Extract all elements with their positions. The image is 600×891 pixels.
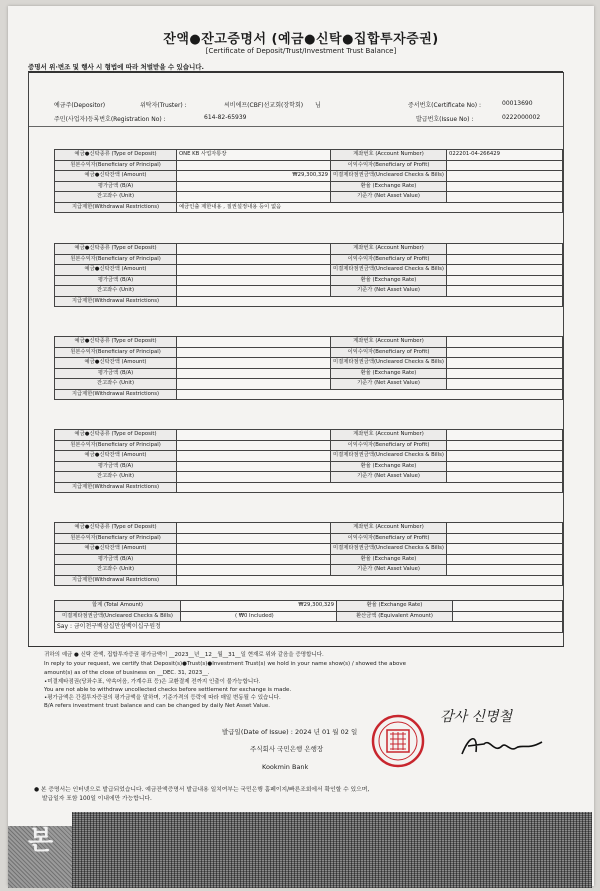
exchange-rate-label: 환율 (Exchange Rate) <box>331 368 447 379</box>
nav-label: 기준가 (Net Asset Value) <box>331 565 447 576</box>
type-value <box>177 244 331 255</box>
withdrawal-value <box>177 389 563 400</box>
ba-value <box>177 461 331 472</box>
note-ba-korean: •평가금액은 간접투자증권의 평가금액을 말하며, 기준가격의 등락에 따라 매일 변동될 수 있습니다. <box>44 695 281 701</box>
beneficiary-profit-label: 이익수익자(Beneficiary of Profit) <box>331 440 447 451</box>
account-no-label: 계좌번호 (Account Number) <box>331 244 447 255</box>
divider <box>28 126 563 127</box>
ba-label: 평가금액 (B/A) <box>55 275 177 286</box>
divider <box>28 646 564 647</box>
type-label: 예금●신탁종류 (Type of Deposit) <box>55 150 177 161</box>
nav-label: 기준가 (Net Asset Value) <box>331 286 447 297</box>
account-no-value <box>447 244 563 255</box>
auditor-signature <box>438 706 568 766</box>
nav-value <box>447 286 563 297</box>
total-value: ₩29,300,329 <box>181 601 337 612</box>
beneficiary-label: 원본수익자(Beneficiary of Principal) <box>55 440 177 451</box>
footnote-line-1: ● 본 증명서는 인터넷으로 발급되었습니다. 예금잔액증명서 발급내용 일치여부는 국민은행 홈페이지/빠른조회에서 확인할 수 있으며, <box>34 787 370 793</box>
signature-text: 감사 신명철 <box>440 709 513 725</box>
registration-label: 주민(사업자)등록번호(Registration No) : <box>54 116 166 123</box>
unit-value <box>177 379 331 390</box>
unit-label: 잔고좌수 (Unit) <box>55 286 177 297</box>
withdrawal-value <box>177 296 563 307</box>
beneficiary-label: 원본수익자(Beneficiary of Principal) <box>55 533 177 544</box>
exchange-rate-label: 환율 (Exchange Rate) <box>331 181 447 192</box>
ba-value <box>177 275 331 286</box>
beneficiary-value <box>177 160 331 171</box>
footnote <box>34 786 369 804</box>
type-value <box>177 430 331 441</box>
amount-label: 예금●신탁잔액 (Amount) <box>55 451 177 462</box>
uncleared-label: 미결제타점권금액(Uncleared Checks & Bills) <box>331 358 447 369</box>
bank-korean: 주식회사 국민은행 은행장 <box>250 745 324 753</box>
unit-value <box>177 565 331 576</box>
uncleared-label: 미결제타점권금액(Uncleared Checks & Bills) <box>331 544 447 555</box>
registration-no: 614-82-65939 <box>204 114 247 121</box>
account-no-value <box>447 523 563 534</box>
unit-label: 잔고좌수 (Unit) <box>55 379 177 390</box>
withdrawal-label: 지급제한(Withdrawal Restrictions) <box>55 482 177 493</box>
account-no-label: 계좌번호 (Account Number) <box>331 150 447 161</box>
account-no-value <box>447 430 563 441</box>
beneficiary-label: 원본수익자(Beneficiary of Principal) <box>55 347 177 358</box>
amount-value <box>177 451 331 462</box>
account-no-label: 계좌번호 (Account Number) <box>331 523 447 534</box>
ba-value <box>177 554 331 565</box>
beneficiary-profit-value <box>447 160 563 171</box>
beneficiary-profit-label: 이익수익자(Beneficiary of Profit) <box>331 533 447 544</box>
uncleared-label: 미결제타점권금액(Uncleared Checks & Bills) <box>331 171 447 182</box>
beneficiary-label: 원본수익자(Beneficiary of Principal) <box>55 254 177 265</box>
type-label: 예금●신탁종류 (Type of Deposit) <box>55 244 177 255</box>
say-amount: Say : 금이천구백삼십만삼백이십구원정 <box>55 622 563 633</box>
ba-label: 평가금액 (B/A) <box>55 461 177 472</box>
signature-scribble-icon <box>458 730 548 760</box>
withdrawal-value <box>177 482 563 493</box>
ba-label: 평가금액 (B/A) <box>55 181 177 192</box>
exchange-rate-value <box>447 275 563 286</box>
certify-korean: 귀하의 예금 ● 신탁 잔액, 집합투자증권 평가금액이 __2023__년__12__월__31__일 현재로 위와 같음을 증명합니다. <box>44 652 324 658</box>
nav-label: 기준가 (Net Asset Value) <box>331 192 447 203</box>
uncleared-label: 미결제타점권금액(Uncleared Checks & Bills) <box>331 265 447 276</box>
unit-label: 잔고좌수 (Unit) <box>55 472 177 483</box>
amount-label: 예금●신탁잔액 (Amount) <box>55 265 177 276</box>
withdrawal-label: 지급제한(Withdrawal Restrictions) <box>55 389 177 400</box>
nav-label: 기준가 (Net Asset Value) <box>331 379 447 390</box>
amount-value <box>177 358 331 369</box>
total-exchange-label: 환율 (Exchange Rate) <box>337 601 453 612</box>
nav-value <box>447 472 563 483</box>
certificate-paper <box>8 6 594 886</box>
issue-date-label: 발급일(Date of Issue) : <box>222 728 293 736</box>
beneficiary-value <box>177 533 331 544</box>
beneficiary-value <box>177 254 331 265</box>
withdrawal-value <box>177 575 563 586</box>
unit-value <box>177 472 331 483</box>
watermark: 본 <box>28 826 54 856</box>
ba-value <box>177 181 331 192</box>
frame-right <box>563 72 564 646</box>
beneficiary-value <box>177 440 331 451</box>
equivalent-label: 환산금액 (Equivalent Amount) <box>337 611 453 622</box>
uncleared-value <box>447 544 563 555</box>
deposit-block-4 <box>54 429 563 493</box>
uncleared-value <box>447 265 563 276</box>
nav-value <box>447 192 563 203</box>
exchange-rate-value <box>447 554 563 565</box>
ba-value <box>177 368 331 379</box>
exchange-rate-value <box>447 368 563 379</box>
uncleared-label: 미결제타점권금액(Uncleared Checks & Bills) <box>331 451 447 462</box>
beneficiary-profit-value <box>447 440 563 451</box>
footnote-line-2: 발급일자 포함 100일 이내에만 가능합니다. <box>42 796 152 802</box>
certify-english-2: amount(s) as of the close of business on __DEC. 31, 2023__. <box>44 670 210 676</box>
type-label: 예금●신탁종류 (Type of Deposit) <box>55 337 177 348</box>
frame-left <box>28 72 29 646</box>
withdrawal-label: 지급제한(Withdrawal Restrictions) <box>55 296 177 307</box>
beneficiary-profit-value <box>447 254 563 265</box>
scan-noise <box>72 812 592 888</box>
amount-label: 예금●신탁잔액 (Amount) <box>55 544 177 555</box>
type-label: 예금●신탁종류 (Type of Deposit) <box>55 523 177 534</box>
total-label: 합계 (Total Amount) <box>55 601 181 612</box>
amount-value <box>177 544 331 555</box>
forgery-notice: 증명서 위·변조 및 행사 시 형법에 따라 처벌받을 수 있습니다. <box>28 63 205 71</box>
certificate-no-label: 증서번호(Certificate No) : <box>408 102 482 109</box>
total-table <box>54 600 563 633</box>
amount-label: 예금●신탁잔액 (Amount) <box>55 358 177 369</box>
type-value <box>177 337 331 348</box>
document-subtitle: [Certificate of Deposit/Trust/Investment Trust Balance] <box>205 47 397 55</box>
unit-value <box>177 286 331 297</box>
beneficiary-profit-label: 이익수익자(Beneficiary of Profit) <box>331 160 447 171</box>
document-title: 잔액●잔고증명서 (예금●신탁●집합투자증권) <box>163 32 439 47</box>
issue-date <box>222 727 357 736</box>
bank-seal-icon <box>371 714 425 768</box>
uncleared-value <box>447 451 563 462</box>
beneficiary-profit-value <box>447 533 563 544</box>
issue-date-value: 2024 년 01 월 02 일 <box>295 728 358 736</box>
note-uncleared-korean: •미결제타점권(당좌수표, 약속어음, 가계수표 등)은 교환결제 전까지 인출이 불가능합니다. <box>44 679 261 685</box>
depositor-label: 예금주(Depositor) <box>54 102 106 109</box>
exchange-rate-value <box>447 461 563 472</box>
uncleared-value <box>447 171 563 182</box>
exchange-rate-value <box>447 181 563 192</box>
exchange-rate-label: 환율 (Exchange Rate) <box>331 554 447 565</box>
unit-value <box>177 192 331 203</box>
divider <box>28 71 563 73</box>
note-uncleared-english: You are not able to withdraw uncollected checks before settlement for exchange is made. <box>44 687 292 693</box>
truster-label: 위탁자(Truster) : <box>140 102 187 109</box>
exchange-rate-label: 환율 (Exchange Rate) <box>331 461 447 472</box>
beneficiary-value <box>177 347 331 358</box>
certify-english-1: In reply to your request, we certify that Deposit(s)●Trust(s)●Investment Trust(s) we hold in your name show(s) / showed the above <box>44 661 406 667</box>
total-uncleared-label: 미결제타점권금액(Uncleared Checks & Bills) <box>55 611 181 622</box>
amount-label: 예금●신탁잔액 (Amount) <box>55 171 177 182</box>
amount-value <box>177 265 331 276</box>
beneficiary-profit-value <box>447 347 563 358</box>
unit-label: 잔고좌수 (Unit) <box>55 192 177 203</box>
beneficiary-profit-label: 이익수익자(Beneficiary of Profit) <box>331 347 447 358</box>
deposit-block-3 <box>54 336 563 400</box>
withdrawal-value: 예금인출 제한내용 , 질권설정내용 등이 없음 <box>177 202 563 213</box>
unit-label: 잔고좌수 (Unit) <box>55 565 177 576</box>
honorific: 님 <box>315 102 321 109</box>
exchange-rate-label: 환율 (Exchange Rate) <box>331 275 447 286</box>
equivalent-value <box>453 611 563 622</box>
bank-english: Kookmin Bank <box>262 763 309 771</box>
note-ba-english: B/A refers investment trust balance and can be changed by daily Net Asset Value. <box>44 703 271 709</box>
nav-value <box>447 565 563 576</box>
total-exchange-value <box>453 601 563 612</box>
ba-label: 평가금액 (B/A) <box>55 368 177 379</box>
certificate-no: 00013690 <box>502 100 533 107</box>
type-value: ONE KB 사업자통장 <box>177 150 331 161</box>
type-value <box>177 523 331 534</box>
issue-no: 0222000002 <box>502 114 541 121</box>
deposit-block-2 <box>54 243 563 307</box>
depositor-name: 씨비에프(CBF)선교회(장학회) <box>224 102 304 109</box>
account-no-value <box>447 337 563 348</box>
total-uncleared-value: ( ₩0 Included) <box>181 611 337 622</box>
nav-value <box>447 379 563 390</box>
withdrawal-label: 지급제한(Withdrawal Restrictions) <box>55 575 177 586</box>
ba-label: 평가금액 (B/A) <box>55 554 177 565</box>
nav-label: 기준가 (Net Asset Value) <box>331 472 447 483</box>
beneficiary-profit-label: 이익수익자(Beneficiary of Profit) <box>331 254 447 265</box>
uncleared-value <box>447 358 563 369</box>
withdrawal-label: 지급제한(Withdrawal Restrictions) <box>55 202 177 213</box>
issue-no-label: 발급번호(Issue No) : <box>416 116 474 123</box>
account-no-value: 022201-04-266429 <box>447 150 563 161</box>
account-no-label: 계좌번호 (Account Number) <box>331 430 447 441</box>
account-no-label: 계좌번호 (Account Number) <box>331 337 447 348</box>
type-label: 예금●신탁종류 (Type of Deposit) <box>55 430 177 441</box>
deposit-block-5 <box>54 522 563 586</box>
beneficiary-label: 원본수익자(Beneficiary of Principal) <box>55 160 177 171</box>
deposit-block-1 <box>54 149 563 213</box>
amount-value: ₩29,300,329 <box>177 171 331 182</box>
